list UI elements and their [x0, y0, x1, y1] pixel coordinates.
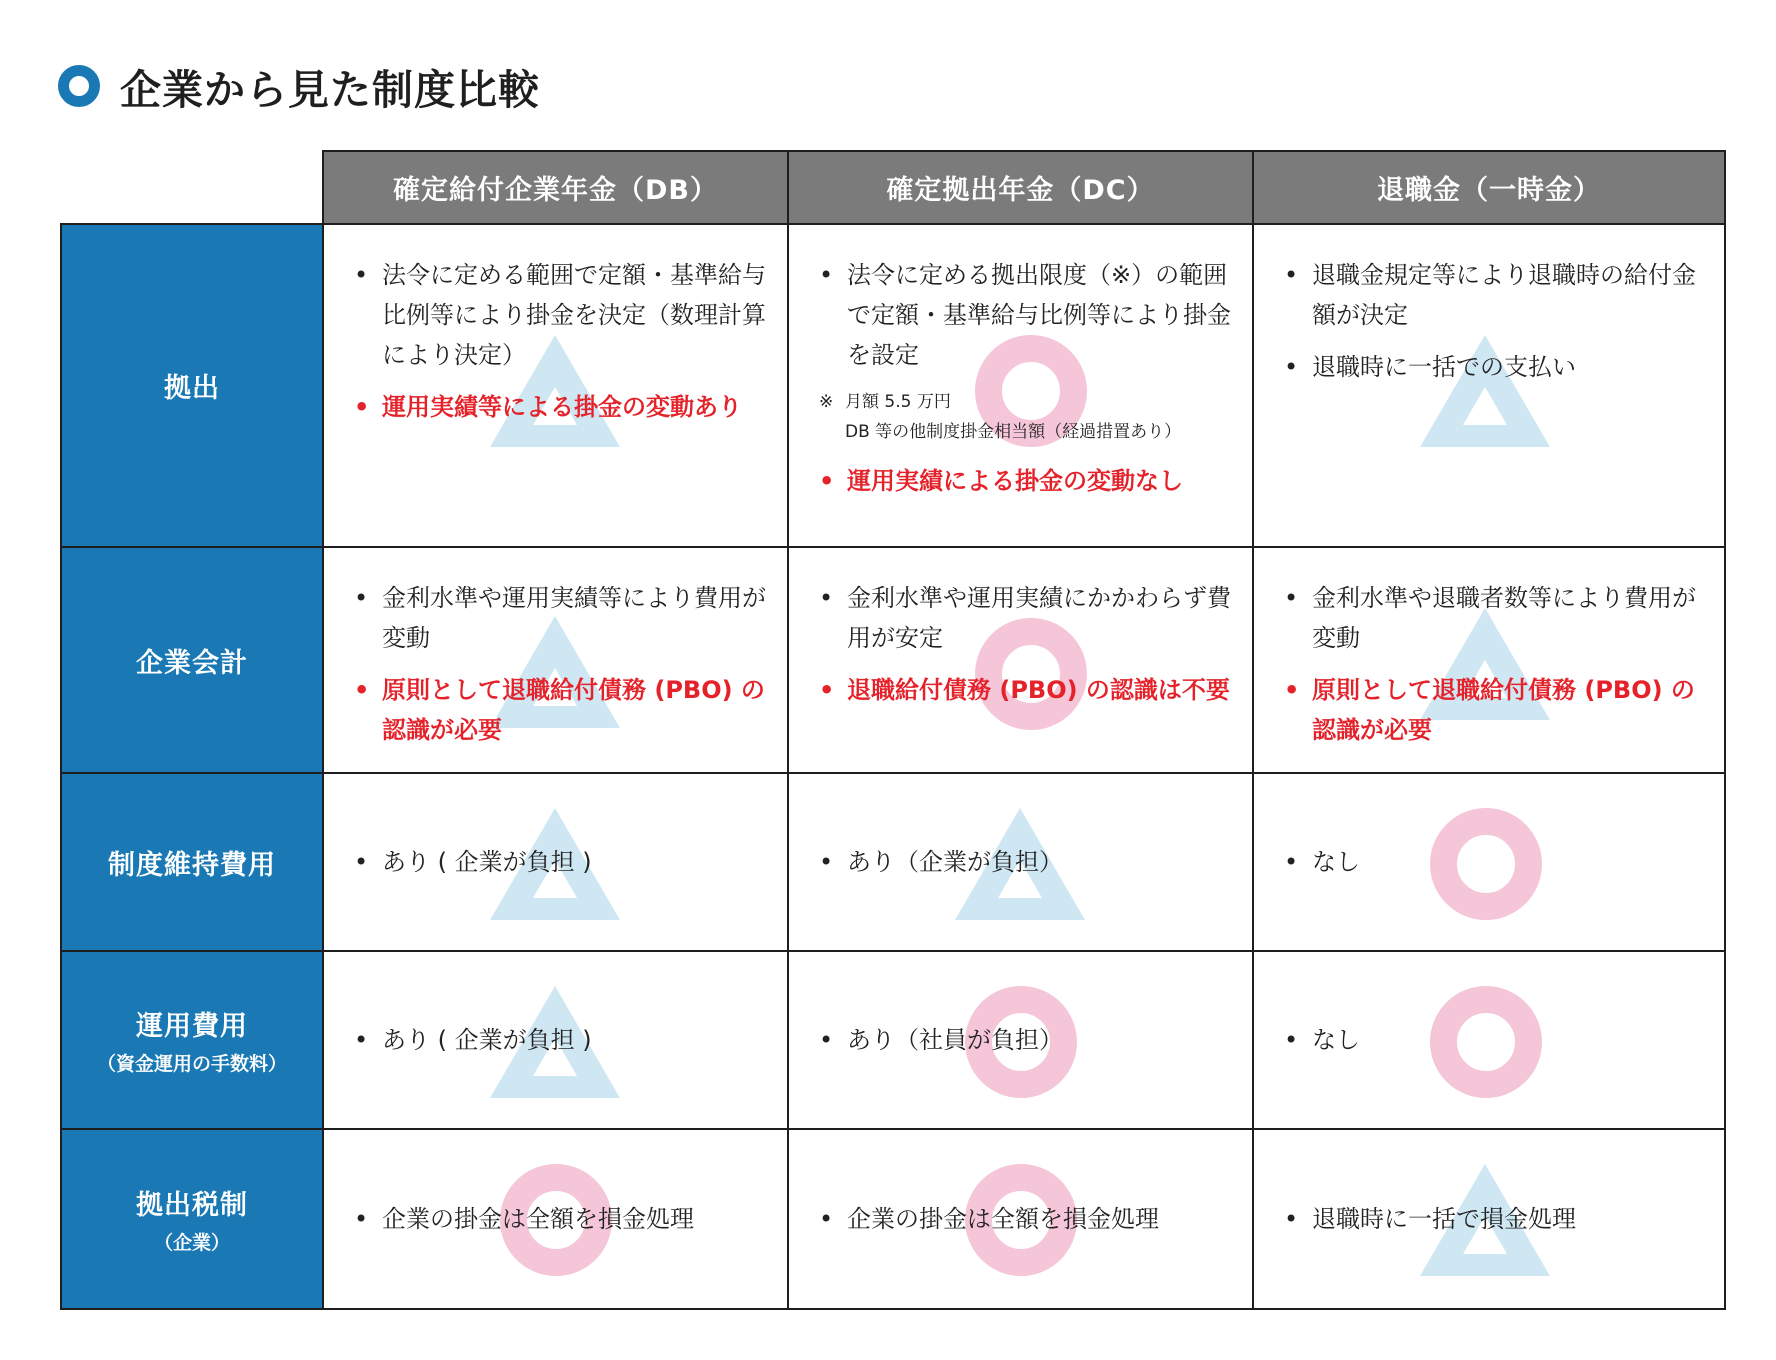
footnote-mark: ※ — [819, 392, 834, 412]
column-header: 確定拠出年金（DC） — [787, 150, 1254, 225]
cell-content — [324, 952, 787, 1128]
table-cell — [322, 546, 789, 774]
row-header-label: 運用費用 — [136, 1011, 248, 1042]
row-header — [60, 772, 324, 952]
row-header — [60, 950, 324, 1130]
cell-content — [324, 1130, 787, 1308]
table-cell — [787, 223, 1254, 548]
cell-content — [1254, 225, 1724, 387]
list-item: • 原則として退職給付債務 (PBO) の認識が必要 — [352, 670, 767, 750]
cell-content — [789, 774, 1252, 950]
list-item: • 金利水準や退職者数等により費用が変動 — [1282, 578, 1704, 658]
list-item: • あり ( 企業が負担 ) — [352, 842, 767, 882]
table-cell — [1252, 223, 1726, 548]
table-cell — [322, 950, 789, 1130]
list-item: • 退職金規定等により退職時の給付金額が決定 — [1282, 255, 1704, 335]
list-item: • 法令に定める範囲で定額・基準給与比例等により掛金を決定（数理計算により決定） — [352, 255, 767, 375]
footnote-line: DB 等の他制度掛金相当額（経過措置あり） — [845, 422, 1182, 442]
table-cell — [1252, 1128, 1726, 1310]
column-header: 退職金（一時金） — [1252, 150, 1726, 225]
list-item: • 原則として退職給付債務 (PBO) の認識が必要 — [1282, 670, 1704, 750]
ring-icon — [58, 65, 100, 107]
table-cell — [1252, 950, 1726, 1130]
cell-content — [789, 1130, 1252, 1308]
footnote — [819, 387, 1232, 447]
list-item: • 退職時に一括での支払い — [1282, 347, 1704, 387]
list-item: • 法令に定める拠出限度（※）の範囲で定額・基準給与比例等により掛金を設定 — [817, 255, 1232, 375]
cell-content — [1254, 774, 1724, 950]
table-cell — [787, 950, 1254, 1130]
table-cell — [1252, 772, 1726, 952]
list-item: • 退職給付債務 (PBO) の認識は不要 — [817, 670, 1232, 710]
table-cell — [322, 223, 789, 548]
table-cell — [322, 772, 789, 952]
cell-content — [324, 774, 787, 950]
table-cell — [1252, 546, 1726, 774]
list-item: • なし — [1282, 842, 1704, 882]
list-item: • 運用実績による掛金の変動なし — [817, 461, 1232, 501]
page-title-area — [58, 58, 540, 114]
list-item: • 企業の掛金は全額を損金処理 — [817, 1199, 1232, 1239]
column-header: 確定給付企業年金（DB） — [322, 150, 789, 225]
row-header — [60, 223, 324, 548]
list-item: • あり（企業が負担） — [817, 842, 1232, 882]
cell-content — [1254, 548, 1724, 750]
list-item: • あり ( 企業が負担 ) — [352, 1020, 767, 1060]
cell-content — [789, 548, 1252, 710]
list-item: • 金利水準や運用実績にかかわらず費用が安定 — [817, 578, 1232, 658]
cell-content — [324, 225, 787, 427]
list-item: • 運用実績等による掛金の変動あり — [352, 387, 767, 427]
row-header — [60, 1128, 324, 1310]
list-item: • 金利水準や運用実績等により費用が変動 — [352, 578, 767, 658]
row-header-sublabel: （資金運用の手数料） — [96, 1053, 287, 1075]
row-header-label: 拠出 — [164, 373, 220, 404]
table-cell — [787, 1128, 1254, 1310]
row-header-label: 企業会計 — [136, 647, 248, 679]
cell-content — [324, 548, 787, 750]
row-header-label: 制度維持費用 — [108, 849, 276, 881]
list-item: • 退職時に一括で損金処理 — [1282, 1199, 1704, 1239]
footnote-line: 月額 5.5 万円 — [845, 392, 951, 412]
row-header-sublabel: （企業） — [153, 1232, 230, 1254]
list-item: • なし — [1282, 1020, 1704, 1060]
table-cell — [787, 546, 1254, 774]
cell-content — [789, 952, 1252, 1128]
comparison-table — [60, 150, 1724, 1308]
cell-content — [1254, 1130, 1724, 1308]
row-header — [60, 546, 324, 774]
table-cell — [322, 1128, 789, 1310]
table-cell — [787, 772, 1254, 952]
list-item: • あり（社員が負担） — [817, 1020, 1232, 1060]
cell-content — [1254, 952, 1724, 1128]
page-title: 企業から見た制度比較 — [120, 65, 540, 114]
cell-content — [789, 225, 1252, 501]
row-header-label: 拠出税制 — [136, 1190, 248, 1221]
list-item: • 企業の掛金は全額を損金処理 — [352, 1199, 767, 1239]
